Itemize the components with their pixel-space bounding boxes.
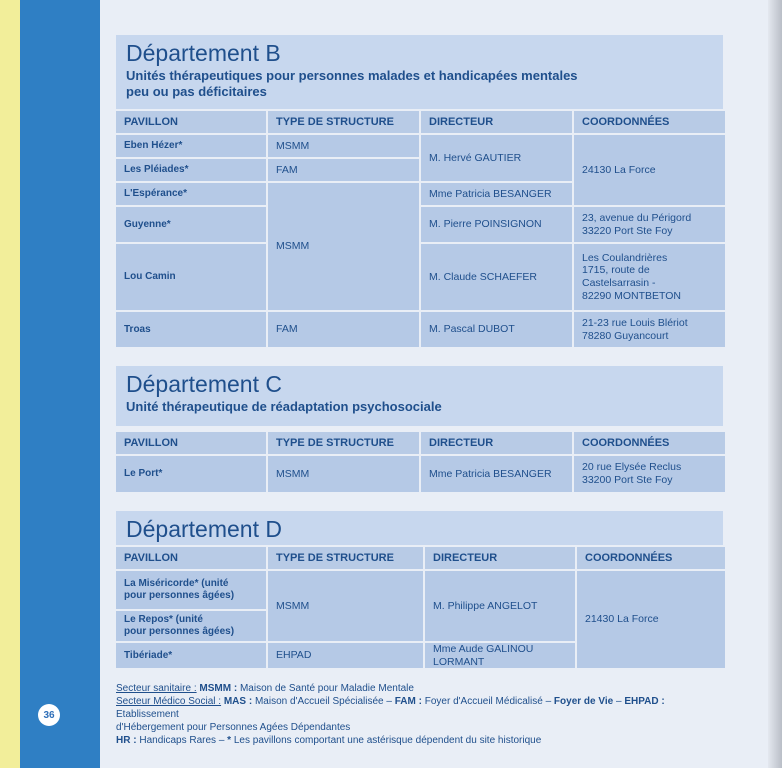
department-c-header: [116, 366, 723, 426]
pavillon-cell: [116, 571, 266, 609]
legend-abbr: MAS :: [223, 696, 253, 707]
legend-text: Maison d'Accueil Spécialisée –: [254, 696, 392, 707]
column-header-type: TYPE DE STRUCTURE: [268, 547, 423, 569]
legend-footer: [116, 682, 728, 747]
address-line: 78280 Guyancourt: [582, 329, 669, 342]
legend-line-sanitaire: [116, 682, 728, 695]
address-line: 33200 Port Ste Foy: [582, 474, 673, 486]
address-line: 82290 MONTBETON: [582, 289, 682, 302]
table-header-row: [116, 547, 725, 569]
coordonnees-cell: [574, 456, 725, 492]
department-d: [116, 511, 723, 670]
pavillon-line: Le Repos* (unité: [124, 614, 203, 625]
legend-text: Les pavillons comportant une astérisque dépendent du site historique: [233, 735, 542, 746]
table-row: [116, 571, 725, 609]
pavillon-cell: Lou Camin: [116, 244, 266, 310]
table-row: [116, 207, 725, 242]
type-cell: MSMM: [268, 135, 419, 157]
department-c-subtitle: Unité thérapeutique de réadaptation psychosociale: [126, 399, 442, 415]
pavillon-line: La Miséricorde* (unité: [124, 578, 229, 589]
department-b-header: [116, 35, 723, 109]
table-row: [116, 312, 725, 347]
department-c-table: [114, 430, 727, 494]
address-line: 23, avenue du Périgord: [582, 211, 692, 224]
table-header-row: [116, 111, 725, 133]
department-d-table: [114, 545, 727, 670]
department-c: [116, 366, 723, 494]
department-b-subtitle-line: peu ou pas déficitaires: [126, 84, 267, 100]
directeur-cell: M. Pascal DUBOT: [421, 312, 572, 347]
column-header-type: TYPE DE STRUCTURE: [268, 432, 419, 454]
pavillon-cell: Eben Hézer*: [116, 135, 266, 157]
address-line: 1715, route de Castelsarrasin -: [582, 264, 656, 289]
pavillon-cell: Les Pléiades*: [116, 159, 266, 181]
type-cell: FAM: [268, 312, 419, 347]
type-cell: MSMM: [268, 183, 419, 310]
coordonnees-cell: [574, 244, 725, 310]
department-b-subtitle-line: Unités thérapeutiques pour personnes malades et handicapées mentales: [126, 68, 578, 84]
legend-text: Handicaps Rares –: [139, 735, 225, 746]
coordonnees-cell: [574, 207, 725, 242]
pavillon-cell: Tibériade*: [116, 643, 266, 668]
legend-abbr: *: [227, 735, 232, 746]
column-header-directeur: DIRECTEUR: [421, 432, 572, 454]
legend-label: Secteur sanitaire :: [116, 683, 197, 694]
legend-line-ehpad: d'Hébergement pour Personnes Agées Dépendantes: [116, 722, 351, 733]
legend-line-medico-social: [116, 695, 728, 721]
coordonnees-cell: [574, 312, 725, 347]
type-cell: FAM: [268, 159, 419, 181]
legend-text: –: [616, 696, 622, 707]
pavillon-cell: [116, 611, 266, 641]
column-header-directeur: DIRECTEUR: [421, 111, 572, 133]
column-header-type: TYPE DE STRUCTURE: [268, 111, 419, 133]
pavillon-cell: Le Port*: [116, 456, 266, 492]
legend-text: Etablissement: [116, 709, 179, 720]
address-line: 20 rue Elysée Reclus: [582, 461, 682, 474]
directeur-cell: [425, 643, 575, 668]
page-edge: [0, 0, 20, 768]
coordonnees-cell: 24130 La Force: [574, 135, 725, 205]
legend-label: Secteur Médico Social :: [116, 696, 222, 707]
type-cell: EHPAD: [268, 643, 423, 668]
pavillon-line: pour personnes âgées): [124, 626, 235, 637]
directeur-cell: M. Claude SCHAEFER: [421, 244, 572, 310]
column-header-coordonnees: COORDONNÉES: [574, 432, 725, 454]
page-number: 36: [38, 704, 60, 726]
directeur-cell: M. Pierre POINSIGNON: [421, 207, 572, 242]
legend-abbr: EHPAD :: [624, 696, 665, 707]
table-row: [116, 244, 725, 310]
column-header-pavillon: PAVILLON: [116, 547, 266, 569]
address-line: 21-23 rue Louis Blériot: [582, 316, 688, 329]
column-header-coordonnees: COORDONNÉES: [577, 547, 725, 569]
directeur-cell: Mme Patricia BESANGER: [421, 456, 572, 492]
legend-abbr: HR :: [116, 735, 137, 746]
legend-abbr: FAM :: [394, 696, 422, 707]
pavillon-cell: L'Espérance*: [116, 183, 266, 205]
pavillon-cell: Troas: [116, 312, 266, 347]
department-d-title: Département D: [126, 516, 282, 542]
department-d-header: [116, 511, 723, 545]
column-header-directeur: DIRECTEUR: [425, 547, 575, 569]
column-header-coordonnees: COORDONNÉES: [574, 111, 725, 133]
table-header-row: [116, 432, 725, 454]
legend-abbr: MSMM :: [199, 683, 238, 694]
department-b-title: Département B: [126, 40, 281, 66]
type-cell: MSMM: [268, 571, 423, 641]
column-header-pavillon: PAVILLON: [116, 111, 266, 133]
address-line: 33220 Port Ste Foy: [582, 224, 673, 237]
pavillon-line: pour personnes âgées): [124, 590, 235, 601]
side-band: [20, 0, 100, 768]
department-b-table: [114, 109, 727, 349]
legend-text: Foyer d'Accueil Médicalisé –: [424, 696, 552, 707]
department-b: [116, 35, 723, 349]
column-header-pavillon: PAVILLON: [116, 432, 266, 454]
pavillon-cell: Guyenne*: [116, 207, 266, 242]
address-line: Les Coulandrières: [582, 251, 668, 264]
coordonnees-cell: 21430 La Force: [577, 571, 725, 668]
directeur-cell: M. Philippe ANGELOT: [425, 571, 575, 641]
legend-abbr: Foyer de Vie: [553, 696, 614, 707]
page-fold-shadow: [768, 0, 782, 768]
directeur-line: Mme Aude GALINOU: [433, 643, 534, 655]
department-c-title: Département C: [126, 371, 282, 397]
department-b-subtitle: [126, 68, 715, 101]
legend-text: Maison de Santé pour Maladie Mentale: [239, 683, 414, 694]
table-row: [116, 135, 725, 157]
legend-line-hr: [116, 734, 728, 747]
directeur-cell: Mme Patricia BESANGER: [421, 183, 572, 205]
directeur-line: LORMANT: [433, 655, 485, 668]
type-cell: MSMM: [268, 456, 419, 492]
table-row: [116, 456, 725, 492]
directeur-cell: M. Hervé GAUTIER: [421, 135, 572, 181]
